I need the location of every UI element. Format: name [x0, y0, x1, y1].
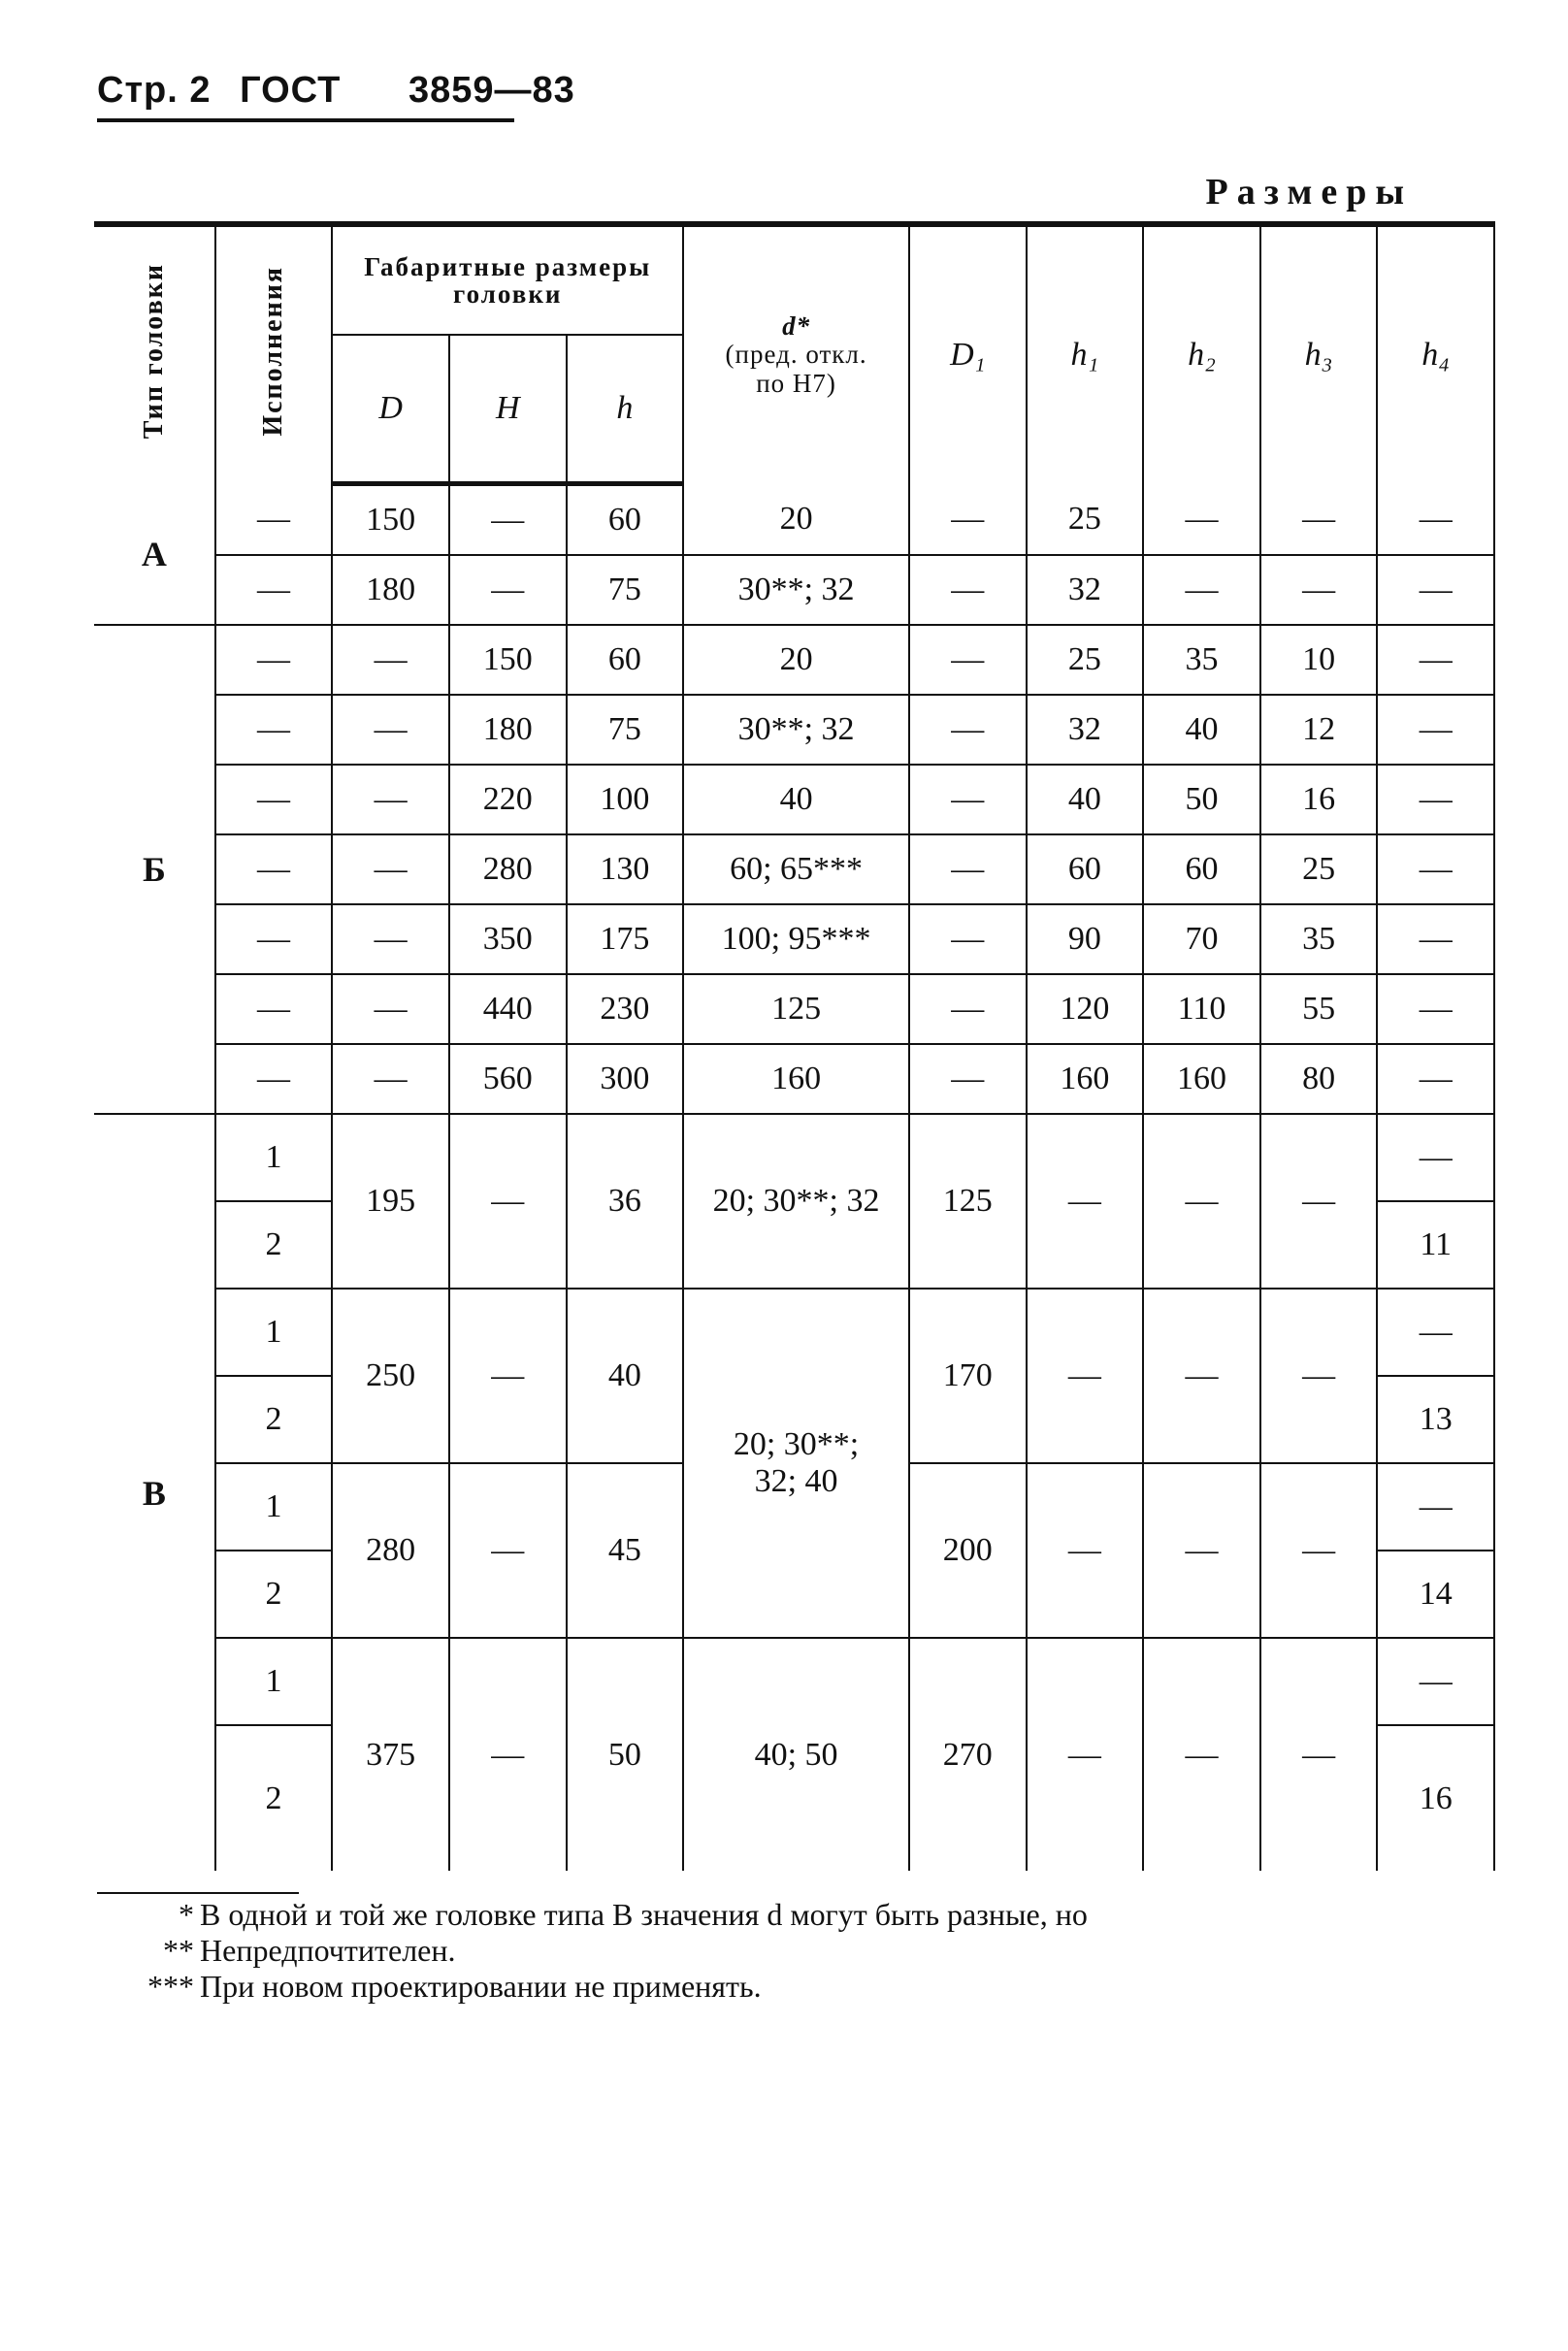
- table-cell: 160: [1143, 1044, 1260, 1114]
- table-row: [94, 1114, 1494, 1201]
- table-cell: —: [215, 695, 333, 765]
- type-cell: В: [94, 1114, 215, 1871]
- table-cell: 25: [1027, 625, 1144, 695]
- table-cell: 2: [215, 1725, 333, 1871]
- table-cell: 1: [215, 1289, 333, 1376]
- table-cell: 280: [449, 834, 567, 904]
- table-row: [94, 974, 1494, 1044]
- table-cell: 200: [909, 1463, 1027, 1638]
- table-cell: 13: [1377, 1376, 1494, 1463]
- table-cell: 35: [1143, 625, 1260, 695]
- table-cell: 45: [567, 1463, 684, 1638]
- table-cell: —: [1377, 904, 1494, 974]
- table-cell: 560: [449, 1044, 567, 1114]
- table-row: [94, 695, 1494, 765]
- table-cell: —: [1260, 484, 1378, 556]
- table-cell: —: [1260, 1638, 1378, 1871]
- table-cell: —: [1027, 1114, 1144, 1289]
- table-cell: —: [1143, 1638, 1260, 1871]
- table-cell: —: [1377, 695, 1494, 765]
- table-cell: —: [1377, 974, 1494, 1044]
- header-overall-dimensions: Габаритные размеры головки: [332, 224, 683, 335]
- table-cell: 2: [215, 1376, 333, 1463]
- table-cell: 16: [1260, 765, 1378, 834]
- table-cell: 375: [332, 1638, 449, 1871]
- table-cell: —: [449, 1289, 567, 1463]
- table-cell: —: [909, 904, 1027, 974]
- header-h3: h₃: [1260, 224, 1378, 484]
- table-cell: 75: [567, 695, 684, 765]
- table-cell: —: [1377, 1289, 1494, 1376]
- table-cell: —: [449, 1463, 567, 1638]
- table-cell: —: [215, 765, 333, 834]
- table-cell: 32: [1027, 555, 1144, 625]
- table-row: [94, 484, 1494, 556]
- table-cell: 2: [215, 1551, 333, 1638]
- table-cell: 160: [1027, 1044, 1144, 1114]
- header-H: H: [449, 335, 567, 484]
- table-cell: 300: [567, 1044, 684, 1114]
- table-cell: 1: [215, 1463, 333, 1551]
- table-cell: —: [909, 484, 1027, 556]
- table-cell: 220: [449, 765, 567, 834]
- table-row: [94, 834, 1494, 904]
- table-cell: 175: [567, 904, 684, 974]
- table-cell: 30**; 32: [683, 555, 909, 625]
- standard-number: 3859—83: [408, 70, 575, 111]
- table-cell: —: [909, 555, 1027, 625]
- table-cell: —: [909, 765, 1027, 834]
- table-cell: 40; 50: [683, 1638, 909, 1871]
- table-cell: 270: [909, 1638, 1027, 1871]
- table-row: [94, 555, 1494, 625]
- table-cell: 70: [1143, 904, 1260, 974]
- table-cell: —: [909, 1044, 1027, 1114]
- header-D1: D₁: [909, 224, 1027, 484]
- table-row: [94, 904, 1494, 974]
- page-number: Стр. 2: [97, 70, 212, 111]
- footnote-rule: [97, 1892, 299, 1894]
- footnote: * В одной и той же головке типа В значения d могут быть разные, но: [179, 1897, 1088, 1932]
- header-h4: h₄: [1377, 224, 1494, 484]
- table-cell: 110: [1143, 974, 1260, 1044]
- table-cell: —: [215, 484, 333, 556]
- table-cell: —: [1027, 1638, 1144, 1871]
- table-cell: 12: [1260, 695, 1378, 765]
- table-cell: 50: [567, 1638, 684, 1871]
- table-cell: 60: [1143, 834, 1260, 904]
- table-cell: —: [1377, 834, 1494, 904]
- table-row: [94, 1638, 1494, 1725]
- table-cell: 180: [332, 555, 449, 625]
- table-cell: 36: [567, 1114, 684, 1289]
- table-cell: 195: [332, 1114, 449, 1289]
- table-cell: —: [215, 555, 333, 625]
- table-cell: —: [909, 834, 1027, 904]
- table-cell: —: [332, 625, 449, 695]
- header-type: Тип головки: [94, 224, 215, 484]
- table-cell: —: [215, 904, 333, 974]
- table-cell: 280: [332, 1463, 449, 1638]
- shared-d-cell: 20; 30**; 32; 40: [683, 1289, 909, 1638]
- table-cell: 150: [449, 625, 567, 695]
- table-cell: 75: [567, 555, 684, 625]
- table-cell: —: [1027, 1463, 1144, 1638]
- footnote: *** При новом проектировании не применять.: [147, 1969, 762, 2004]
- table-cell: 60: [1027, 834, 1144, 904]
- header-d: d* (пред. откл. по H7): [683, 224, 909, 484]
- table-cell: 2: [215, 1201, 333, 1289]
- table-cell: 125: [683, 974, 909, 1044]
- units-label: Размеры: [1205, 172, 1413, 212]
- table-cell: 30**; 32: [683, 695, 909, 765]
- table-cell: —: [1143, 555, 1260, 625]
- table-cell: —: [332, 1044, 449, 1114]
- table-cell: 80: [1260, 1044, 1378, 1114]
- table-cell: —: [1143, 1289, 1260, 1463]
- table-cell: 20; 30**; 32: [683, 1114, 909, 1289]
- header-underline: [97, 118, 514, 122]
- table-cell: 100; 95***: [683, 904, 909, 974]
- table-row: [94, 1044, 1494, 1114]
- table-cell: 160: [683, 1044, 909, 1114]
- table-cell: —: [1260, 1463, 1378, 1638]
- table-cell: —: [1027, 1289, 1144, 1463]
- header-D: D: [332, 335, 449, 484]
- table-cell: 150: [332, 484, 449, 556]
- table-cell: 350: [449, 904, 567, 974]
- page-header: [97, 70, 593, 112]
- table-cell: —: [332, 834, 449, 904]
- table-cell: 11: [1377, 1201, 1494, 1289]
- table-cell: 32: [1027, 695, 1144, 765]
- table-cell: 40: [567, 1289, 684, 1463]
- table-cell: —: [1377, 555, 1494, 625]
- table-cell: 50: [1143, 765, 1260, 834]
- table-cell: 100: [567, 765, 684, 834]
- table-cell: —: [332, 695, 449, 765]
- table-cell: 25: [1027, 484, 1144, 556]
- type-cell: А: [94, 484, 215, 626]
- table-cell: 1: [215, 1114, 333, 1201]
- table-cell: —: [1377, 484, 1494, 556]
- table-cell: 20: [683, 625, 909, 695]
- table-cell: 440: [449, 974, 567, 1044]
- header-h: h: [567, 335, 684, 484]
- table-cell: —: [1377, 1463, 1494, 1551]
- table-cell: 40: [1143, 695, 1260, 765]
- table-cell: 20: [683, 484, 909, 556]
- table-cell: —: [1260, 1114, 1378, 1289]
- table-cell: —: [332, 765, 449, 834]
- table-cell: —: [332, 904, 449, 974]
- table-cell: 14: [1377, 1551, 1494, 1638]
- table-cell: 55: [1260, 974, 1378, 1044]
- table-cell: —: [1143, 1463, 1260, 1638]
- table-row: [94, 1289, 1494, 1376]
- table-cell: 1: [215, 1638, 333, 1725]
- header-h2: h₂: [1143, 224, 1260, 484]
- table-cell: 35: [1260, 904, 1378, 974]
- table-row: [94, 625, 1494, 695]
- table-cell: —: [1377, 625, 1494, 695]
- table-cell: 125: [909, 1114, 1027, 1289]
- table-cell: —: [449, 1114, 567, 1289]
- table-cell: 40: [1027, 765, 1144, 834]
- table-cell: —: [449, 1638, 567, 1871]
- table-cell: 130: [567, 834, 684, 904]
- table-cell: —: [215, 1044, 333, 1114]
- dimensions-table: [94, 221, 1495, 1871]
- table-cell: —: [1143, 1114, 1260, 1289]
- type-cell: Б: [94, 625, 215, 1114]
- header-variant: Исполнения: [215, 224, 333, 484]
- table-cell: —: [215, 834, 333, 904]
- header-h1: h₁: [1027, 224, 1144, 484]
- table-cell: 250: [332, 1289, 449, 1463]
- table-cell: —: [332, 974, 449, 1044]
- table-cell: —: [215, 974, 333, 1044]
- table-cell: 10: [1260, 625, 1378, 695]
- table-cell: —: [1143, 484, 1260, 556]
- table-cell: 16: [1377, 1725, 1494, 1871]
- table-row: [94, 765, 1494, 834]
- table-cell: —: [1260, 1289, 1378, 1463]
- table-cell: 90: [1027, 904, 1144, 974]
- table-cell: 230: [567, 974, 684, 1044]
- table-cell: 25: [1260, 834, 1378, 904]
- standard-label: ГОСТ: [240, 70, 342, 111]
- table-cell: 40: [683, 765, 909, 834]
- table-cell: —: [909, 695, 1027, 765]
- table-cell: —: [449, 555, 567, 625]
- table-cell: —: [909, 625, 1027, 695]
- table-cell: 180: [449, 695, 567, 765]
- table-cell: —: [1260, 555, 1378, 625]
- table-cell: 170: [909, 1289, 1027, 1463]
- table-cell: 60: [567, 625, 684, 695]
- table-cell: 60; 65***: [683, 834, 909, 904]
- footnote: ** Непредпочтителен.: [163, 1933, 456, 1968]
- table-cell: —: [449, 484, 567, 556]
- table-cell: —: [909, 974, 1027, 1044]
- table-cell: 60: [567, 484, 684, 556]
- table-cell: 120: [1027, 974, 1144, 1044]
- table-cell: —: [215, 625, 333, 695]
- table-cell: —: [1377, 765, 1494, 834]
- footnotes: [97, 1897, 1436, 2005]
- table-cell: —: [1377, 1044, 1494, 1114]
- table-cell: —: [1377, 1114, 1494, 1201]
- table-cell: —: [1377, 1638, 1494, 1725]
